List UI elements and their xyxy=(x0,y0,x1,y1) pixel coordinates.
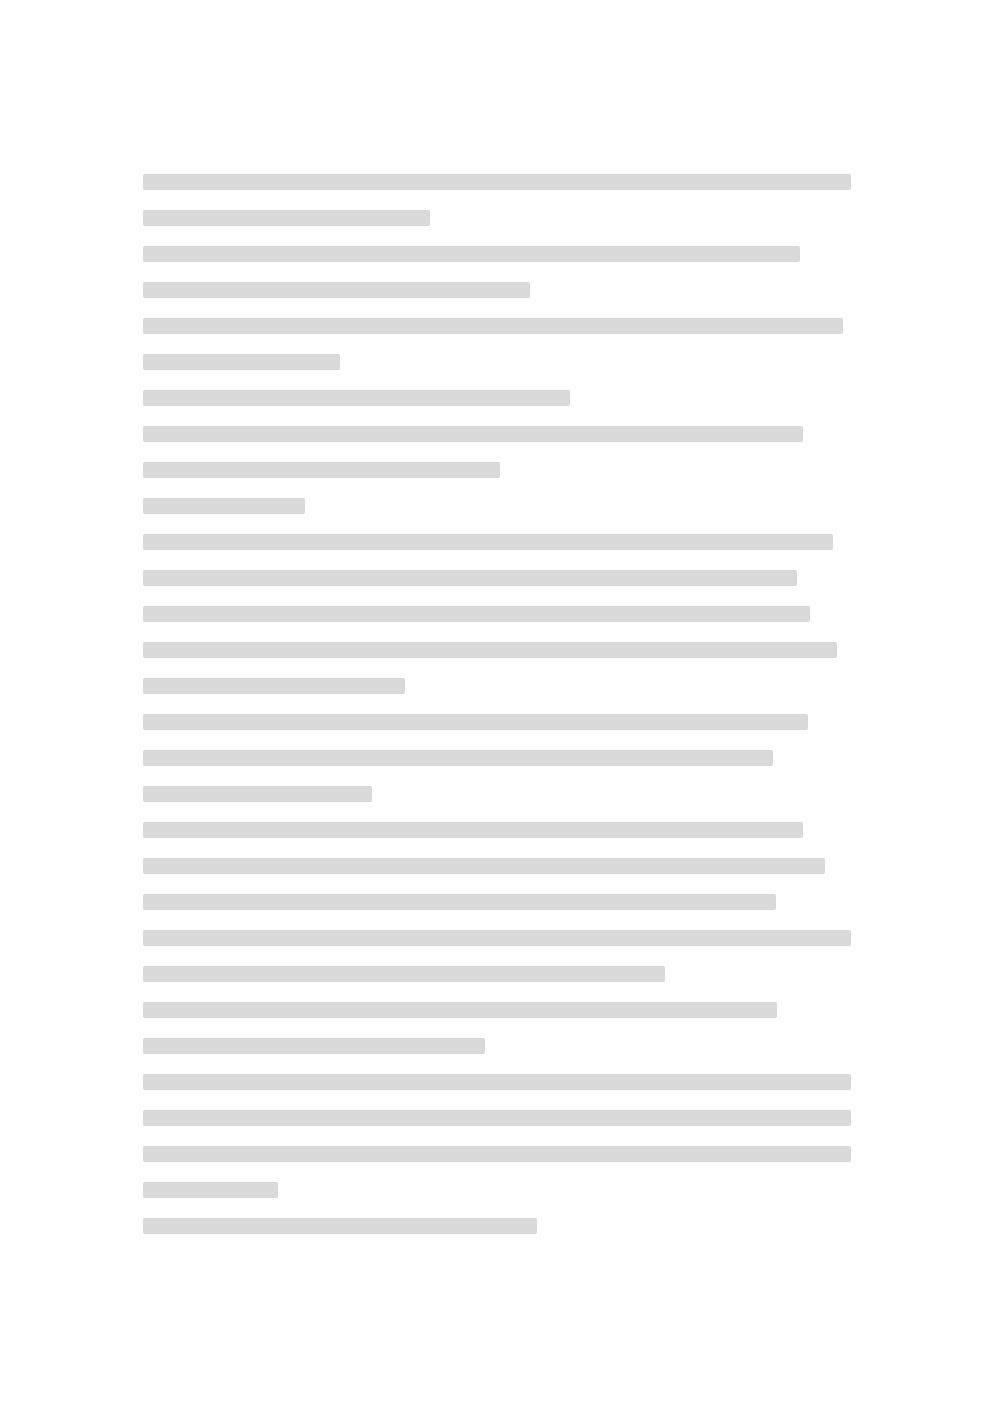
redaction-bar xyxy=(143,750,773,766)
redaction-bar xyxy=(143,1038,485,1054)
text-line-redacted xyxy=(143,776,853,812)
redaction-bar xyxy=(143,642,837,658)
text-line-redacted xyxy=(143,236,853,272)
text-line-redacted xyxy=(143,1172,853,1208)
text-line-redacted xyxy=(143,560,853,596)
text-line-redacted xyxy=(143,812,853,848)
text-line-redacted xyxy=(143,920,853,956)
text-line-redacted xyxy=(143,848,853,884)
text-line-redacted xyxy=(143,1028,853,1064)
text-line-redacted xyxy=(143,272,853,308)
text-line-redacted xyxy=(143,380,853,416)
redaction-bar xyxy=(143,1182,278,1198)
redaction-bar xyxy=(143,930,851,946)
text-line-redacted xyxy=(143,416,853,452)
redaction-bar xyxy=(143,210,430,226)
redaction-bar xyxy=(143,282,530,298)
text-line-redacted xyxy=(143,524,853,560)
redaction-bar xyxy=(143,1074,851,1090)
text-line-redacted xyxy=(143,1208,853,1244)
body-text-redacted xyxy=(143,164,853,1244)
text-line-redacted xyxy=(143,1100,853,1136)
redaction-bar xyxy=(143,534,833,550)
redaction-bar xyxy=(143,318,843,334)
redaction-bar xyxy=(143,354,340,370)
text-line-redacted xyxy=(143,632,853,668)
redaction-bar xyxy=(143,570,797,586)
redaction-bar xyxy=(143,606,810,622)
text-line-redacted xyxy=(143,200,853,236)
redaction-bar xyxy=(143,462,500,478)
text-line-redacted xyxy=(143,1064,853,1100)
text-line-redacted xyxy=(143,596,853,632)
redaction-bar xyxy=(143,390,570,406)
redaction-bar xyxy=(143,174,851,190)
text-line-redacted xyxy=(143,1136,853,1172)
text-line-redacted xyxy=(143,956,853,992)
redaction-bar xyxy=(143,714,808,730)
redaction-bar xyxy=(143,246,800,262)
text-line-redacted xyxy=(143,884,853,920)
text-line-redacted xyxy=(143,992,853,1028)
redaction-bar xyxy=(143,858,825,874)
redaction-bar xyxy=(143,786,372,802)
redaction-bar xyxy=(143,966,665,982)
text-line-redacted xyxy=(143,452,853,488)
text-line-redacted xyxy=(143,164,853,200)
redaction-bar xyxy=(143,894,776,910)
redaction-bar xyxy=(143,1146,851,1162)
text-line-redacted xyxy=(143,344,853,380)
redaction-bar xyxy=(143,1002,777,1018)
redaction-bar xyxy=(143,822,803,838)
text-line-redacted xyxy=(143,308,853,344)
redaction-bar xyxy=(143,426,803,442)
redaction-bar xyxy=(143,498,305,514)
text-line-redacted xyxy=(143,740,853,776)
redaction-bar xyxy=(143,1218,537,1234)
redaction-bar xyxy=(143,678,405,694)
text-line-redacted xyxy=(143,704,853,740)
text-line-redacted xyxy=(143,668,853,704)
text-line-redacted xyxy=(143,488,853,524)
redaction-bar xyxy=(143,1110,851,1126)
